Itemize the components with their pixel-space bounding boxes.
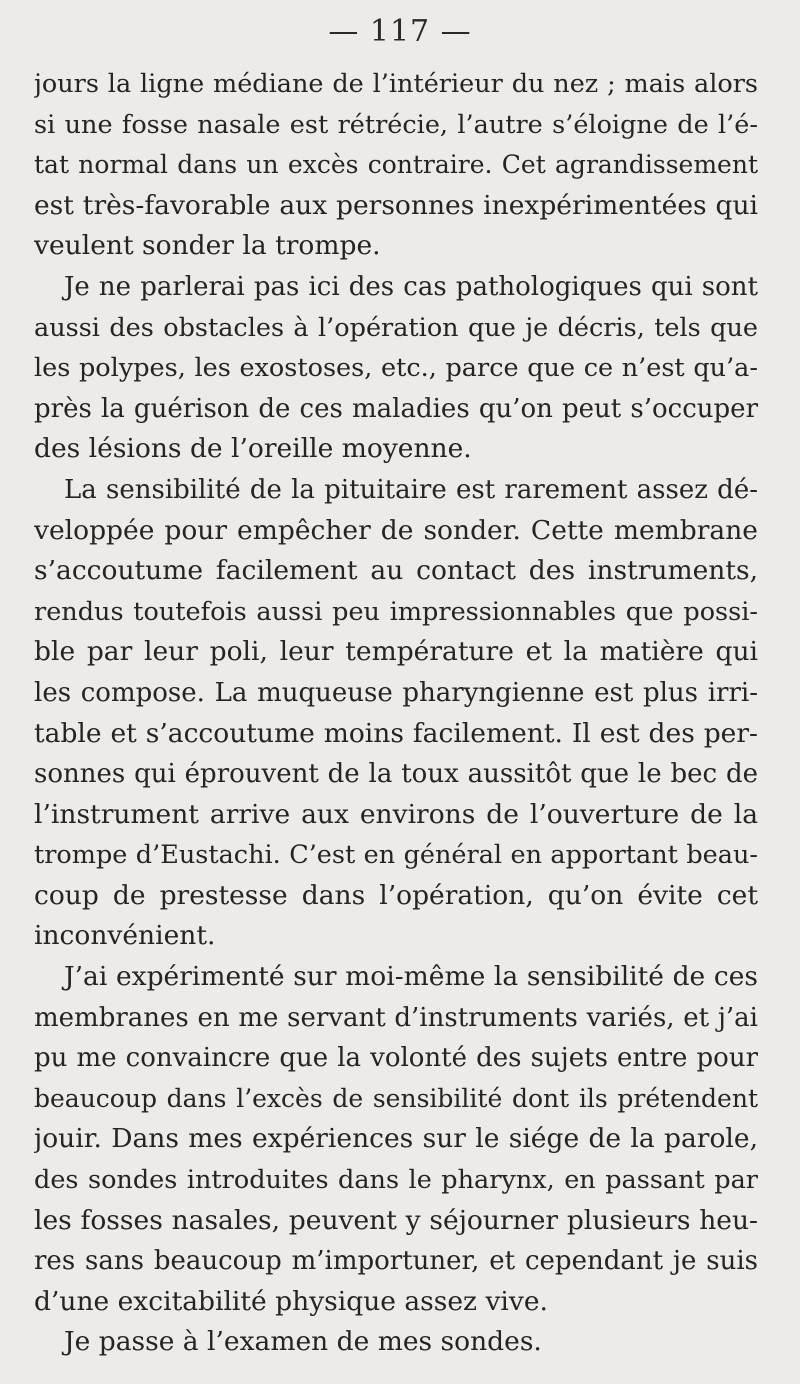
- text-line: membranes en me servant d’instruments variés, et j’ai: [34, 1002, 758, 1033]
- text-line: sonnes qui éprouvent de la toux aussitôt que le bec de: [34, 759, 758, 790]
- body-text: [34, 64, 758, 1363]
- text-line: est très-favorable aux personnes inexpérimentées qui: [34, 189, 758, 221]
- text-line: l’instrument arrive aux environs de l’ouverture de la: [34, 798, 758, 830]
- text-line: beaucoup dans l’excès de sensibilité dont ils prétendent: [34, 1083, 758, 1113]
- page-number-header: — 117 —: [328, 14, 472, 49]
- text-line: trompe d’Eustachi. C’est en général en apportant beau-: [34, 840, 758, 871]
- text-line: aussi des obstacles à l’opération que je décris, tels que: [34, 312, 758, 343]
- text-line: Je ne parlerai pas ici des cas pathologiques qui sont: [64, 271, 758, 302]
- text-line: rendus toutefois aussi peu impressionnables que possi-: [34, 596, 758, 627]
- text-line: veloppée pour empêcher de sonder. Cette membrane: [34, 514, 758, 546]
- text-line: veulent sonder la trompe.: [34, 230, 381, 262]
- text-line: jouir. Dans mes expériences sur le siége de la parole,: [34, 1123, 758, 1155]
- text-line: les fosses nasales, peuvent y séjourner plusieurs heu-: [34, 1204, 758, 1236]
- text-line: jours la ligne médiane de l’intérieur du nez ; mais alors: [34, 69, 758, 99]
- text-line: J’ai expérimenté sur moi-même la sensibilité de ces: [64, 961, 758, 993]
- text-line: res sans beaucoup m’importuner, et cependant je suis: [34, 1246, 758, 1277]
- text-line: coup de prestesse dans l’opération, qu’on évite cet: [34, 879, 758, 911]
- text-line: pu me convaincre que la volonté des sujets entre pour: [34, 1043, 758, 1074]
- text-line: les polypes, les exostoses, etc., parce que ce n’est qu’a-: [34, 353, 758, 384]
- text-line: si une fosse nasale est rétrécie, l’autre s’éloigne de l’é-: [34, 109, 758, 140]
- text-line: ble par leur poli, leur température et la matière qui: [34, 636, 758, 668]
- text-line: les compose. La muqueuse pharyngienne est plus irri-: [34, 677, 758, 708]
- text-line: inconvénient.: [34, 920, 216, 952]
- text-line: près la guérison de ces maladies qu’on peut s’occuper: [34, 393, 758, 424]
- text-line: d’une excitabilité physique assez vive.: [34, 1285, 548, 1317]
- text-line: Je passe à l’examen de mes sondes.: [64, 1326, 542, 1358]
- text-line: des sondes introduites dans le pharynx, en passant par: [34, 1165, 758, 1196]
- text-line: tat normal dans un excès contraire. Cet agrandissement: [34, 150, 758, 180]
- text-line: table et s’accoutume moins facilement. Il est des per-: [34, 717, 758, 749]
- text-line: des lésions de l’oreille moyenne.: [34, 433, 472, 465]
- text-line: La sensibilité de la pituitaire est rarement assez dé-: [64, 474, 758, 505]
- text-line: s’accoutume facilement au contact des instruments,: [34, 555, 758, 587]
